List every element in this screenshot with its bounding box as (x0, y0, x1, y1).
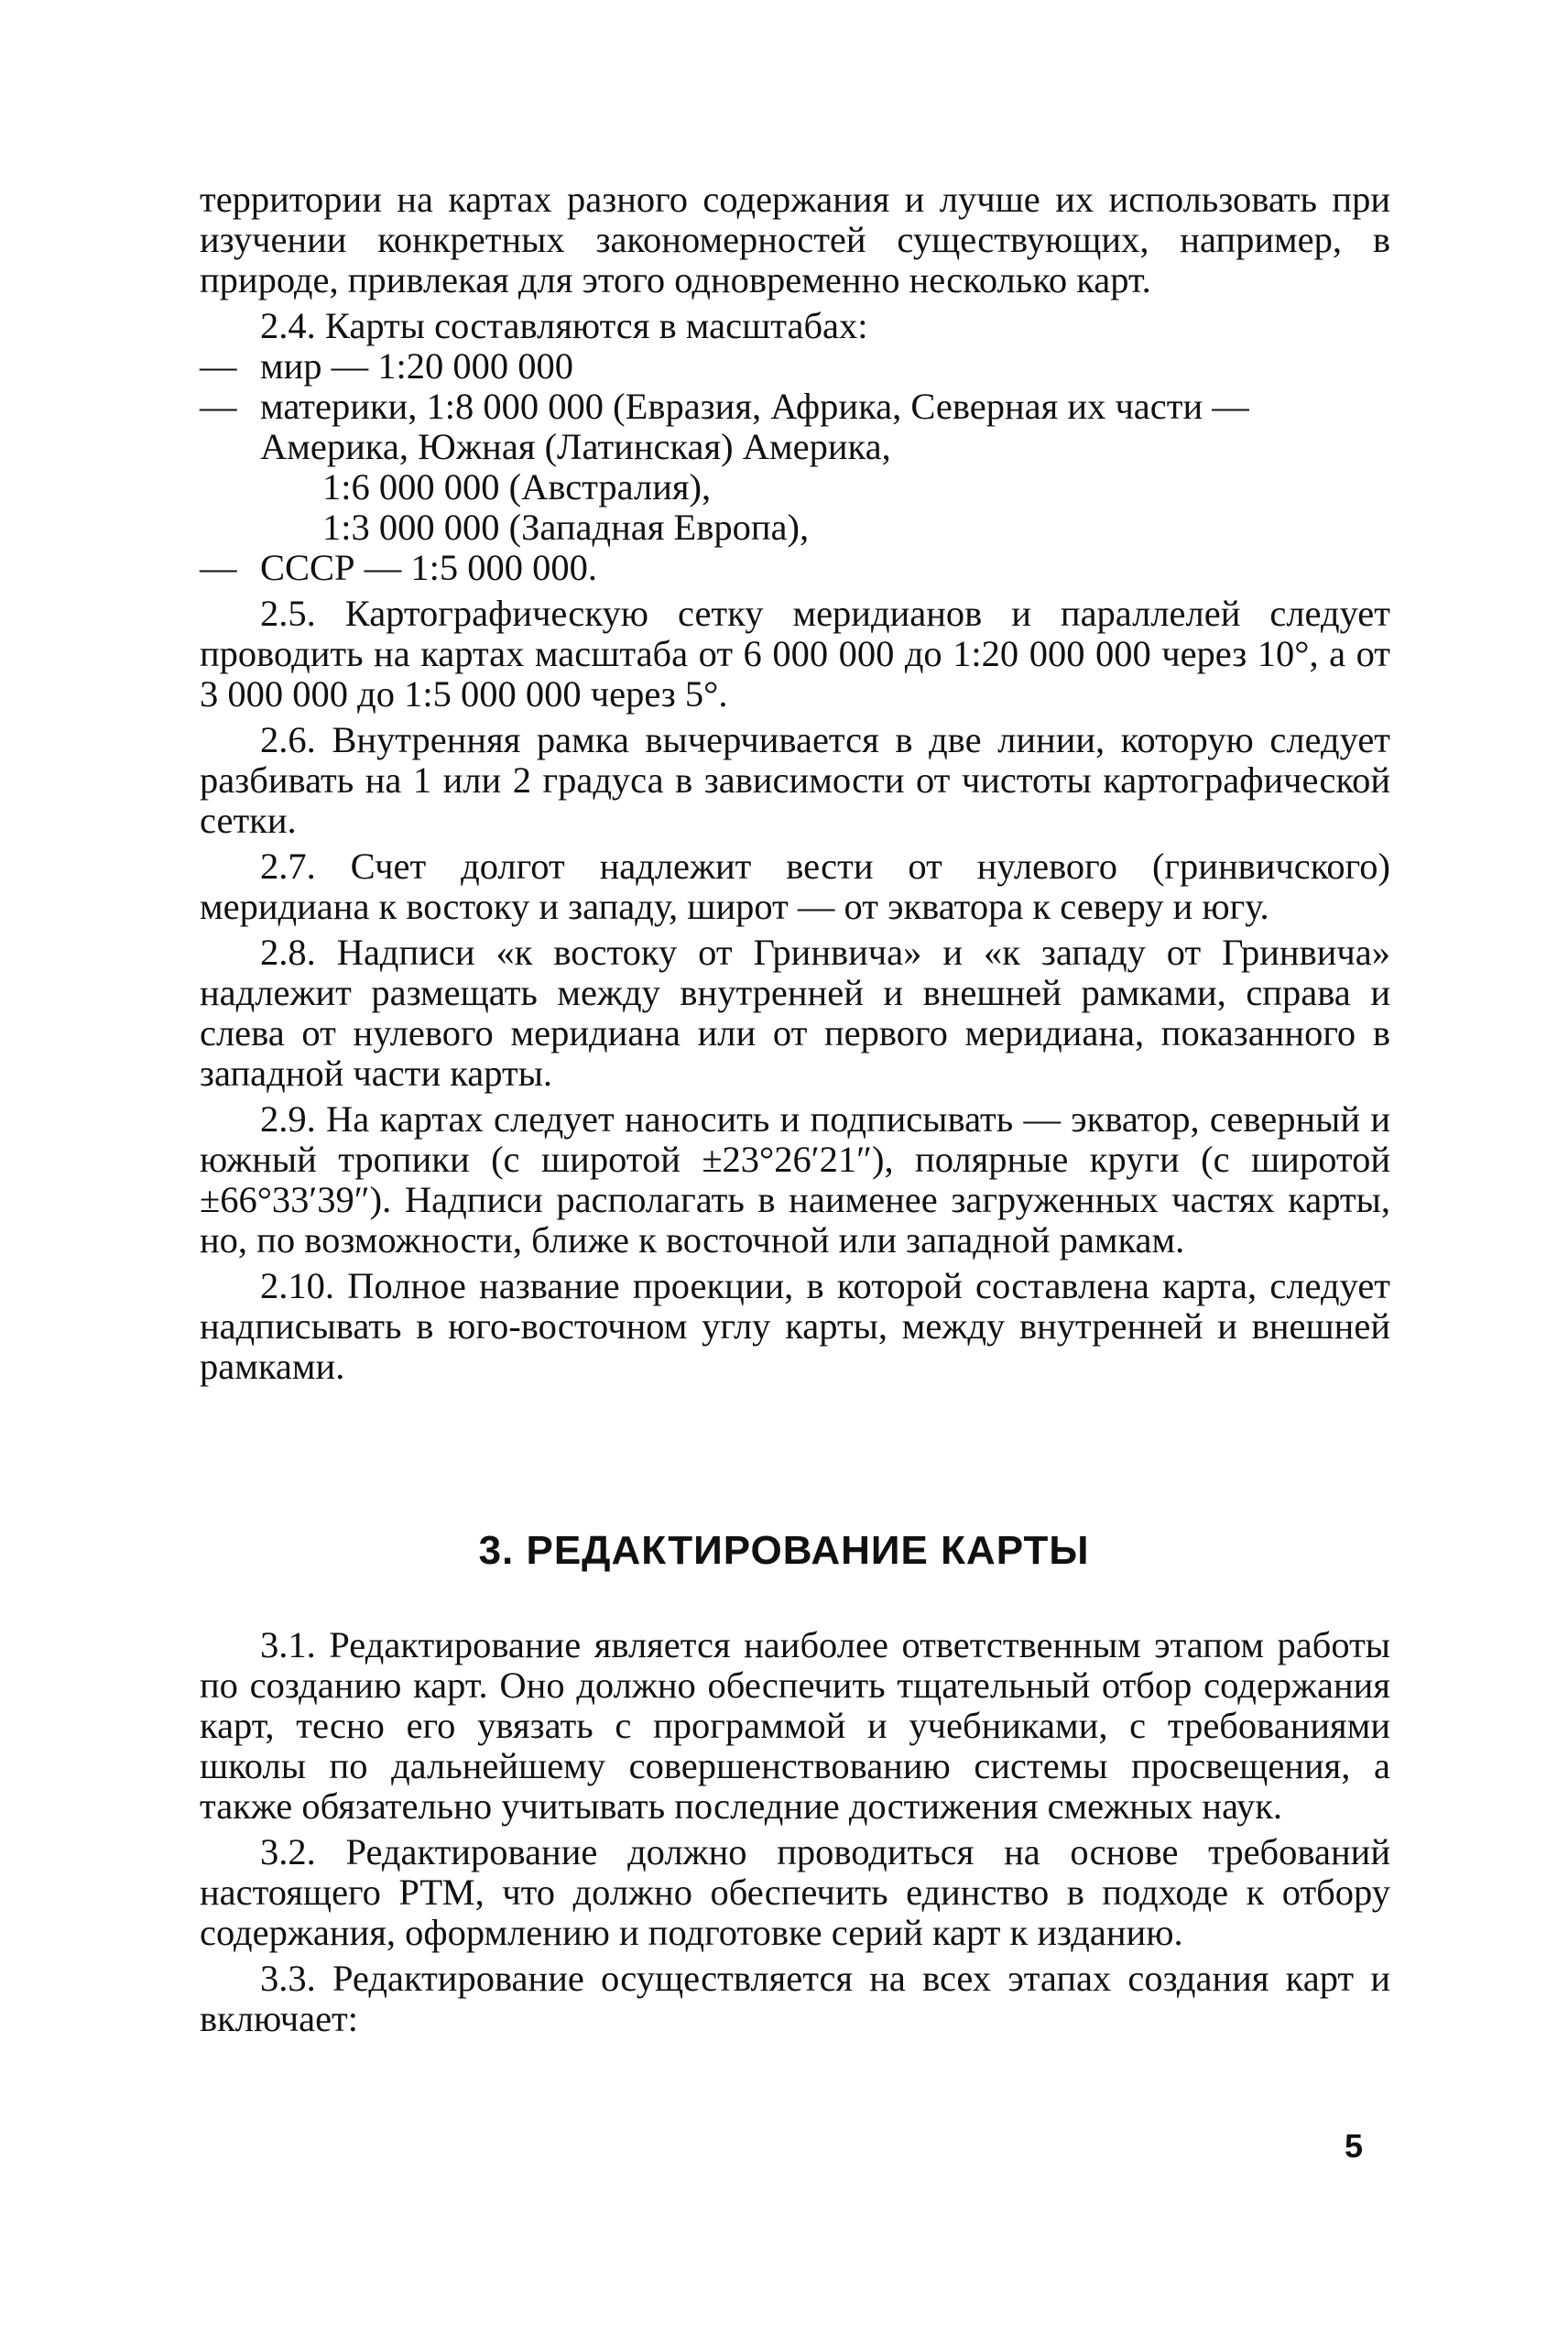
paragraph-3-3: 3.3. Редактирование осуществляется на всех этапах создания карт и включает: (200, 1958, 1390, 2039)
paragraph-2-10: 2.10. Полное название проекции, в которой составлена карта, следует надписывать в юго-восточном углу карты, между внутренней и внешней рамками. (200, 1265, 1390, 1387)
dash-marker: — (200, 547, 237, 588)
dash-marker: — (200, 386, 237, 427)
scale-item-ussr (200, 548, 1390, 588)
dash-marker: — (200, 345, 237, 387)
paragraph-intro: территории на картах разного содержания и лучше их использовать при изучении конкретных закономерностей существующих, например, в природе, привлекая для этого одновременно несколько карт. (200, 179, 1390, 300)
section-2-text (200, 180, 1390, 1387)
paragraph-3-1: 3.1. Редактирование является наиболее ответственным этапом работы по созданию карт. Оно должно обеспечить тщательный отбор содержания карт, тесно его увязать с программой и учебниками, с требованиями школы по дальнейшему совершенствованию системы просвещения, а также обязательно учитывать последние достижения смежных наук. (200, 1624, 1390, 1827)
scale-ussr-text: СССР — 1:5 000 000. (260, 547, 597, 588)
scale-continents-text: материки, 1:8 000 000 (Евразия, Африка, Северная их части — Америка, Южная (Латинская) Америка, (260, 386, 1249, 467)
paragraph-2-4: 2.4. Карты составляются в масштабах: (260, 305, 868, 346)
section-3-heading: 3. РЕДАКТИРОВАНИЕ КАРТЫ (478, 1528, 1090, 1573)
paragraph-3-2: 3.2. Редактирование должно проводиться на основе требований настоящего РТМ, что должно обеспечить единство в подходе к отбору содержания, оформлению и подготовке серий карт к изданию. (200, 1831, 1390, 1953)
paragraph-2-9: 2.9. На картах следует наносить и подписывать — экватор, северный и южный тропики (с широтой ±23°26′21″), полярные круги (с широтой ±66°33′39″). Надписи располагать в наименее загруженных частях карты, но, по возможности, ближе к восточной или западной рамкам. (200, 1098, 1390, 1261)
page-number: 5 (1345, 2127, 1364, 2165)
scale-western-europe-text: 1:3 000 000 (Западная Европа), (322, 507, 810, 548)
scale-world-text: мир — 1:20 000 000 (260, 345, 574, 387)
paragraph-2-6: 2.6. Внутренняя рамка вычерчивается в две линии, которую следует разбивать на 1 или 2 градуса в зависимости от чистоты картографической сетки. (200, 719, 1390, 841)
scale-item-world (200, 346, 1390, 387)
scale-australia-text: 1:6 000 000 (Австралия), (322, 466, 712, 508)
paragraph-2-7: 2.7. Счет долгот надлежит вести от нулевого (гринвичского) меридиана к востоку и западу, широт — от экватора к северу и югу. (200, 846, 1390, 927)
paragraph-2-8: 2.8. Надписи «к востоку от Гринвича» и «к западу от Гринвича» надлежит размещать между внутренней и внешней рамками, справа и слева от нулевого меридиана или от первого меридиана, показанного в западной части карты. (200, 932, 1390, 1094)
section-3-text (200, 1625, 1390, 2039)
scale-item-continents (200, 387, 1390, 467)
paragraph-2-5: 2.5. Картографическую сетку меридианов и параллелей следует проводить на картах масштаба от 6 000 000 до 1:20 000 000 через 10°, а от 3 000 000 до 1:5 000 000 через 5°. (200, 593, 1390, 715)
